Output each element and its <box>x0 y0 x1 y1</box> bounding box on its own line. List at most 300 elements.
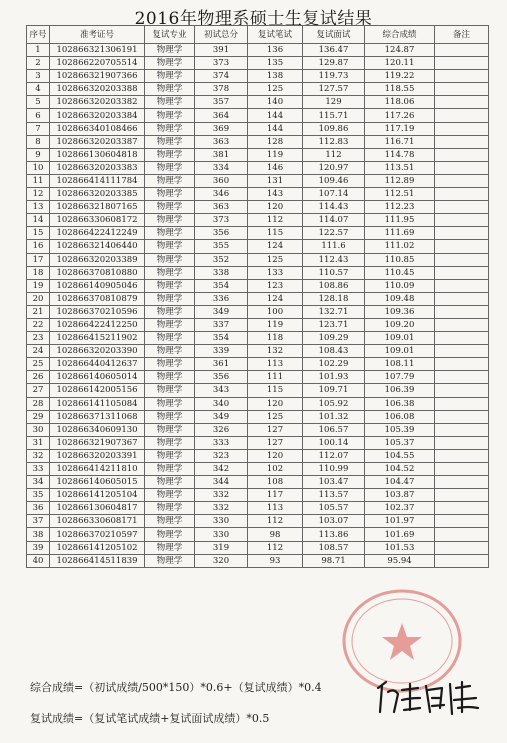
cell-written: 120 <box>248 201 303 214</box>
cell-initial-total: 354 <box>195 332 248 345</box>
cell-exam-id: 102866130604817 <box>50 502 145 515</box>
table-row <box>27 449 489 462</box>
table-row <box>27 554 489 567</box>
cell-remarks <box>435 83 489 96</box>
cell-written: 112 <box>248 214 303 227</box>
cell-exam-id: 102866141105084 <box>50 397 145 410</box>
cell-major: 物理学 <box>145 227 195 240</box>
cell-composite: 104.55 <box>365 449 435 462</box>
cell-initial-total: 352 <box>195 253 248 266</box>
cell-remarks <box>435 305 489 318</box>
cell-written: 120 <box>248 397 303 410</box>
cell-composite: 114.78 <box>365 148 435 161</box>
table-row <box>27 345 489 358</box>
table-row <box>27 148 489 161</box>
cell-index: 6 <box>27 109 50 122</box>
cell-remarks <box>435 502 489 515</box>
retest-formula: 复试成绩=（复试笔试成绩+复试面试成绩）*0.5 <box>30 712 270 725</box>
cell-major: 物理学 <box>145 410 195 423</box>
cell-exam-id: 102866370810880 <box>50 266 145 279</box>
cell-composite: 111.69 <box>365 227 435 240</box>
table-row <box>27 227 489 240</box>
cell-interview: 106.57 <box>303 423 365 436</box>
cell-initial-total: 332 <box>195 489 248 502</box>
cell-initial-total: 349 <box>195 305 248 318</box>
cell-written: 98 <box>248 528 303 541</box>
cell-composite: 117.26 <box>365 109 435 122</box>
cell-interview: 110.57 <box>303 266 365 279</box>
cell-index: 9 <box>27 148 50 161</box>
cell-initial-total: 354 <box>195 279 248 292</box>
cell-initial-total: 320 <box>195 554 248 567</box>
table-row <box>27 279 489 292</box>
cell-composite: 109.01 <box>365 332 435 345</box>
cell-index: 32 <box>27 449 50 462</box>
cell-interview: 103.47 <box>303 476 365 489</box>
header-initial-total: 初试总分 <box>195 26 248 44</box>
cell-initial-total: 330 <box>195 515 248 528</box>
cell-remarks <box>435 489 489 502</box>
cell-index: 36 <box>27 502 50 515</box>
cell-remarks <box>435 436 489 449</box>
cell-initial-total: 349 <box>195 410 248 423</box>
cell-index: 10 <box>27 161 50 174</box>
cell-interview: 109.46 <box>303 174 365 187</box>
cell-major: 物理学 <box>145 554 195 567</box>
cell-exam-id: 102866321807165 <box>50 201 145 214</box>
cell-interview: 123.71 <box>303 318 365 331</box>
cell-major: 物理学 <box>145 44 195 57</box>
cell-written: 112 <box>248 541 303 554</box>
cell-remarks <box>435 96 489 109</box>
cell-major: 物理学 <box>145 266 195 279</box>
cell-remarks <box>435 528 489 541</box>
cell-major: 物理学 <box>145 436 195 449</box>
cell-initial-total: 356 <box>195 371 248 384</box>
cell-remarks <box>435 515 489 528</box>
cell-initial-total: 337 <box>195 318 248 331</box>
cell-written: 128 <box>248 135 303 148</box>
cell-initial-total: 334 <box>195 161 248 174</box>
cell-interview: 111.6 <box>303 240 365 253</box>
handwritten-signature <box>372 678 482 716</box>
cell-interview: 114.43 <box>303 201 365 214</box>
cell-composite: 104.47 <box>365 476 435 489</box>
cell-index: 18 <box>27 266 50 279</box>
cell-remarks <box>435 541 489 554</box>
cell-remarks <box>435 332 489 345</box>
cell-composite: 107.79 <box>365 371 435 384</box>
cell-exam-id: 102866320203382 <box>50 96 145 109</box>
cell-major: 物理学 <box>145 174 195 187</box>
cell-initial-total: 391 <box>195 44 248 57</box>
cell-interview: 119.73 <box>303 70 365 83</box>
cell-written: 127 <box>248 436 303 449</box>
table-row <box>27 122 489 135</box>
cell-index: 3 <box>27 70 50 83</box>
cell-written: 117 <box>248 489 303 502</box>
cell-index: 37 <box>27 515 50 528</box>
cell-interview: 120.97 <box>303 161 365 174</box>
cell-remarks <box>435 371 489 384</box>
cell-major: 物理学 <box>145 358 195 371</box>
table-row <box>27 83 489 96</box>
cell-interview: 98.71 <box>303 554 365 567</box>
cell-index: 25 <box>27 358 50 371</box>
cell-interview: 112.83 <box>303 135 365 148</box>
cell-exam-id: 102866370210596 <box>50 305 145 318</box>
cell-exam-id: 102866321907366 <box>50 70 145 83</box>
cell-index: 21 <box>27 305 50 318</box>
cell-remarks <box>435 44 489 57</box>
cell-index: 23 <box>27 332 50 345</box>
cell-initial-total: 381 <box>195 148 248 161</box>
cell-exam-id: 102866130604818 <box>50 148 145 161</box>
cell-initial-total: 369 <box>195 122 248 135</box>
cell-exam-id: 102866321406440 <box>50 240 145 253</box>
cell-interview: 110.99 <box>303 463 365 476</box>
table-row <box>27 201 489 214</box>
cell-exam-id: 102866320203387 <box>50 135 145 148</box>
cell-remarks <box>435 122 489 135</box>
cell-composite: 109.48 <box>365 292 435 305</box>
cell-interview: 101.93 <box>303 371 365 384</box>
cell-index: 7 <box>27 122 50 135</box>
cell-remarks <box>435 318 489 331</box>
table-row <box>27 410 489 423</box>
cell-remarks <box>435 384 489 397</box>
cell-interview: 108.57 <box>303 541 365 554</box>
cell-exam-id: 102866414211810 <box>50 463 145 476</box>
cell-initial-total: 360 <box>195 174 248 187</box>
cell-written: 144 <box>248 122 303 135</box>
cell-written: 102 <box>248 463 303 476</box>
cell-written: 136 <box>248 44 303 57</box>
cell-exam-id: 102866220705514 <box>50 57 145 70</box>
cell-exam-id: 102866340609130 <box>50 423 145 436</box>
table-row <box>27 318 489 331</box>
table-row <box>27 96 489 109</box>
cell-initial-total: 355 <box>195 240 248 253</box>
cell-composite: 95.94 <box>365 554 435 567</box>
cell-exam-id: 102866320203391 <box>50 449 145 462</box>
cell-written: 113 <box>248 358 303 371</box>
cell-initial-total: 363 <box>195 135 248 148</box>
cell-written: 115 <box>248 384 303 397</box>
cell-remarks <box>435 161 489 174</box>
cell-composite: 106.38 <box>365 397 435 410</box>
cell-exam-id: 102866414511839 <box>50 554 145 567</box>
cell-major: 物理学 <box>145 449 195 462</box>
cell-index: 4 <box>27 83 50 96</box>
header-written: 复试笔试 <box>248 26 303 44</box>
table-row <box>27 371 489 384</box>
cell-interview: 109.71 <box>303 384 365 397</box>
composite-formula: 综合成绩=（初试成绩/500*150）*0.6+（复试成绩）*0.4 <box>30 681 322 694</box>
cell-exam-id: 102866321306191 <box>50 44 145 57</box>
cell-remarks <box>435 449 489 462</box>
cell-initial-total: 338 <box>195 266 248 279</box>
cell-written: 119 <box>248 318 303 331</box>
cell-major: 物理学 <box>145 96 195 109</box>
cell-exam-id: 102866320203390 <box>50 345 145 358</box>
page-title: 2016年物理系硕士生复试结果 <box>134 9 373 29</box>
cell-composite: 102.37 <box>365 502 435 515</box>
header-interview: 复试面试 <box>303 26 365 44</box>
cell-initial-total: 344 <box>195 476 248 489</box>
cell-index: 5 <box>27 96 50 109</box>
cell-index: 17 <box>27 253 50 266</box>
cell-initial-total: 356 <box>195 227 248 240</box>
cell-initial-total: 336 <box>195 292 248 305</box>
cell-major: 物理学 <box>145 83 195 96</box>
cell-composite: 104.52 <box>365 463 435 476</box>
cell-remarks <box>435 266 489 279</box>
cell-major: 物理学 <box>145 188 195 201</box>
cell-written: 100 <box>248 305 303 318</box>
cell-exam-id: 102866414111784 <box>50 174 145 187</box>
cell-index: 2 <box>27 57 50 70</box>
cell-remarks <box>435 214 489 227</box>
cell-interview: 128.18 <box>303 292 365 305</box>
cell-composite: 110.45 <box>365 266 435 279</box>
header-remarks: 备注 <box>435 26 489 44</box>
cell-interview: 132.71 <box>303 305 365 318</box>
cell-exam-id: 102866140605015 <box>50 476 145 489</box>
cell-index: 35 <box>27 489 50 502</box>
table-row <box>27 332 489 345</box>
cell-remarks <box>435 410 489 423</box>
cell-remarks <box>435 279 489 292</box>
cell-written: 125 <box>248 410 303 423</box>
cell-composite: 103.87 <box>365 489 435 502</box>
cell-written: 120 <box>248 449 303 462</box>
cell-exam-id: 102866422412249 <box>50 227 145 240</box>
table-row <box>27 489 489 502</box>
table-row <box>27 305 489 318</box>
cell-composite: 110.85 <box>365 253 435 266</box>
cell-remarks <box>435 240 489 253</box>
cell-index: 11 <box>27 174 50 187</box>
cell-interview: 105.57 <box>303 502 365 515</box>
table-row <box>27 436 489 449</box>
cell-initial-total: 339 <box>195 345 248 358</box>
cell-remarks <box>435 174 489 187</box>
cell-initial-total: 363 <box>195 201 248 214</box>
cell-remarks <box>435 188 489 201</box>
cell-major: 物理学 <box>145 489 195 502</box>
table-row <box>27 541 489 554</box>
cell-written: 124 <box>248 292 303 305</box>
table-row <box>27 423 489 436</box>
cell-composite: 113.51 <box>365 161 435 174</box>
cell-major: 物理学 <box>145 70 195 83</box>
cell-interview: 103.07 <box>303 515 365 528</box>
cell-remarks <box>435 57 489 70</box>
cell-major: 物理学 <box>145 384 195 397</box>
cell-exam-id: 102866320203383 <box>50 161 145 174</box>
table-row <box>27 70 489 83</box>
cell-written: 123 <box>248 279 303 292</box>
cell-written: 93 <box>248 554 303 567</box>
cell-initial-total: 332 <box>195 502 248 515</box>
cell-composite: 108.11 <box>365 358 435 371</box>
cell-interview: 109.86 <box>303 122 365 135</box>
cell-interview: 113.57 <box>303 489 365 502</box>
cell-remarks <box>435 345 489 358</box>
cell-major: 物理学 <box>145 122 195 135</box>
results-table <box>26 25 489 568</box>
cell-interview: 129.87 <box>303 57 365 70</box>
cell-written: 132 <box>248 345 303 358</box>
cell-initial-total: 357 <box>195 96 248 109</box>
cell-initial-total: 323 <box>195 449 248 462</box>
cell-interview: 113.86 <box>303 528 365 541</box>
cell-composite: 109.01 <box>365 345 435 358</box>
cell-interview: 101.32 <box>303 410 365 423</box>
cell-exam-id: 102866370210597 <box>50 528 145 541</box>
cell-exam-id: 102866370810879 <box>50 292 145 305</box>
cell-composite: 124.87 <box>365 44 435 57</box>
table-row <box>27 135 489 148</box>
cell-remarks <box>435 227 489 240</box>
cell-remarks <box>435 358 489 371</box>
cell-initial-total: 378 <box>195 83 248 96</box>
cell-index: 31 <box>27 436 50 449</box>
cell-interview: 127.57 <box>303 83 365 96</box>
cell-major: 物理学 <box>145 541 195 554</box>
cell-composite: 109.36 <box>365 305 435 318</box>
cell-index: 38 <box>27 528 50 541</box>
cell-exam-id: 102866141205102 <box>50 541 145 554</box>
cell-composite: 112.51 <box>365 188 435 201</box>
cell-initial-total: 319 <box>195 541 248 554</box>
table-row <box>27 214 489 227</box>
cell-composite: 105.37 <box>365 436 435 449</box>
cell-exam-id: 102866440412637 <box>50 358 145 371</box>
table-row <box>27 253 489 266</box>
cell-composite: 101.97 <box>365 515 435 528</box>
header-index: 序号 <box>27 26 50 44</box>
table-row <box>27 240 489 253</box>
cell-index: 8 <box>27 135 50 148</box>
cell-written: 138 <box>248 70 303 83</box>
table-row <box>27 109 489 122</box>
cell-remarks <box>435 70 489 83</box>
table-row <box>27 463 489 476</box>
cell-interview: 105.92 <box>303 397 365 410</box>
cell-initial-total: 333 <box>195 436 248 449</box>
cell-exam-id: 102866140605014 <box>50 371 145 384</box>
cell-initial-total: 346 <box>195 188 248 201</box>
cell-written: 131 <box>248 174 303 187</box>
cell-remarks <box>435 476 489 489</box>
cell-initial-total: 326 <box>195 423 248 436</box>
cell-exam-id: 102866320203385 <box>50 188 145 201</box>
cell-remarks <box>435 554 489 567</box>
cell-major: 物理学 <box>145 305 195 318</box>
cell-index: 27 <box>27 384 50 397</box>
table-row <box>27 384 489 397</box>
cell-interview: 102.29 <box>303 358 365 371</box>
cell-exam-id: 102866141205104 <box>50 489 145 502</box>
cell-composite: 105.39 <box>365 423 435 436</box>
cell-written: 112 <box>248 515 303 528</box>
cell-interview: 112.07 <box>303 449 365 462</box>
cell-initial-total: 374 <box>195 70 248 83</box>
cell-composite: 106.39 <box>365 384 435 397</box>
cell-composite: 118.06 <box>365 96 435 109</box>
cell-major: 物理学 <box>145 345 195 358</box>
cell-interview: 136.47 <box>303 44 365 57</box>
cell-composite: 119.22 <box>365 70 435 83</box>
cell-major: 物理学 <box>145 279 195 292</box>
cell-remarks <box>435 253 489 266</box>
cell-exam-id: 102866142005156 <box>50 384 145 397</box>
table-row <box>27 174 489 187</box>
cell-major: 物理学 <box>145 148 195 161</box>
cell-major: 物理学 <box>145 502 195 515</box>
cell-exam-id: 102866340108466 <box>50 122 145 135</box>
cell-remarks <box>435 148 489 161</box>
cell-index: 19 <box>27 279 50 292</box>
cell-exam-id: 102866320203384 <box>50 109 145 122</box>
cell-remarks <box>435 109 489 122</box>
cell-remarks <box>435 423 489 436</box>
cell-remarks <box>435 463 489 476</box>
cell-interview: 129 <box>303 96 365 109</box>
cell-exam-id: 102866422412250 <box>50 318 145 331</box>
cell-initial-total: 373 <box>195 214 248 227</box>
cell-exam-id: 102866371311068 <box>50 410 145 423</box>
cell-interview: 108.86 <box>303 279 365 292</box>
table-row <box>27 358 489 371</box>
cell-written: 115 <box>248 227 303 240</box>
cell-composite: 117.19 <box>365 122 435 135</box>
table-header-row <box>27 26 489 44</box>
cell-composite: 109.20 <box>365 318 435 331</box>
cell-interview: 109.29 <box>303 332 365 345</box>
table-row <box>27 476 489 489</box>
cell-initial-total: 342 <box>195 463 248 476</box>
cell-major: 物理学 <box>145 109 195 122</box>
cell-index: 28 <box>27 397 50 410</box>
cell-major: 物理学 <box>145 397 195 410</box>
table-row <box>27 502 489 515</box>
cell-index: 40 <box>27 554 50 567</box>
cell-exam-id: 102866320203389 <box>50 253 145 266</box>
cell-exam-id: 102866320203388 <box>50 83 145 96</box>
cell-index: 29 <box>27 410 50 423</box>
cell-major: 物理学 <box>145 253 195 266</box>
cell-exam-id: 102866415211902 <box>50 332 145 345</box>
cell-composite: 101.69 <box>365 528 435 541</box>
cell-written: 140 <box>248 96 303 109</box>
cell-composite: 116.71 <box>365 135 435 148</box>
cell-written: 108 <box>248 476 303 489</box>
cell-written: 124 <box>248 240 303 253</box>
cell-major: 物理学 <box>145 515 195 528</box>
cell-written: 143 <box>248 188 303 201</box>
cell-exam-id: 102866140905046 <box>50 279 145 292</box>
cell-index: 14 <box>27 214 50 227</box>
cell-written: 119 <box>248 148 303 161</box>
cell-interview: 115.71 <box>303 109 365 122</box>
cell-index: 30 <box>27 423 50 436</box>
cell-written: 127 <box>248 423 303 436</box>
cell-major: 物理学 <box>145 463 195 476</box>
cell-initial-total: 340 <box>195 397 248 410</box>
